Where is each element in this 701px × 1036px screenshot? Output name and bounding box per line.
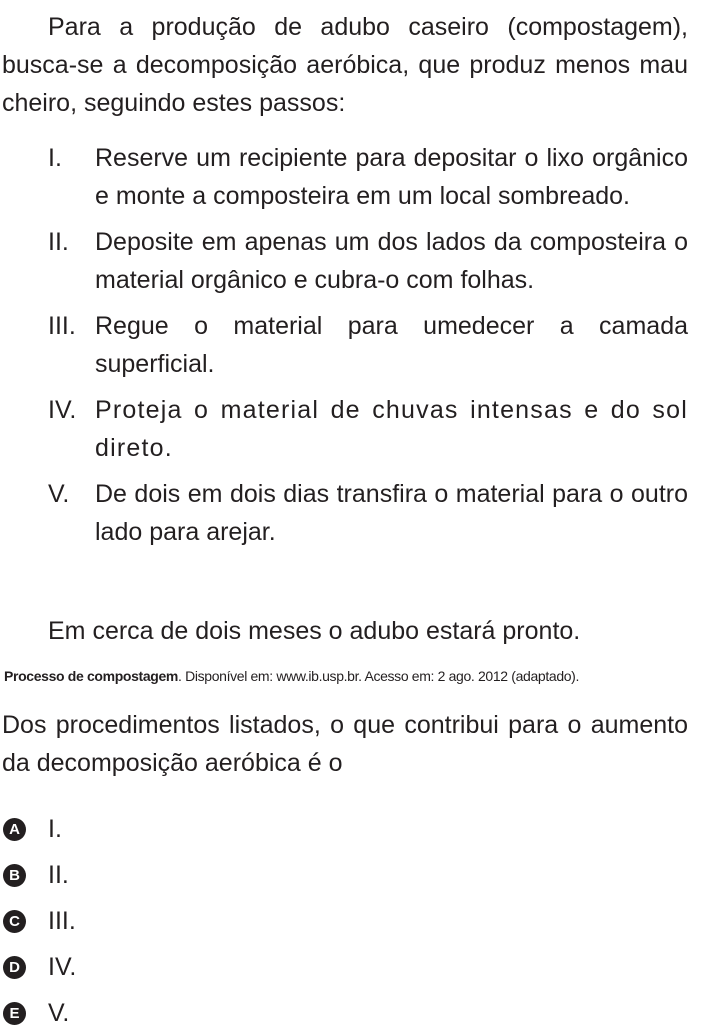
step-item [48, 475, 688, 551]
step-text: Proteja o material de chuvas intensas e do sol direto. [95, 396, 688, 462]
option-letter-badge: D [3, 956, 26, 979]
steps-list [48, 139, 688, 559]
step-text: Reserve um recipiente para depositar o lixo orgânico e monte a composteira em um local sombreado. [95, 144, 688, 210]
question-stem: Dos procedimentos listados, o que contribui para o aumento da decomposição aeróbica é o [2, 711, 688, 777]
step-number: II. [48, 228, 69, 256]
step-item [48, 391, 688, 467]
option-text: V. [48, 999, 70, 1027]
source-details: . Disponível em: www.ib.usp.br. Acesso em: 2 ago. 2012 (adaptado). [178, 668, 580, 684]
answer-options [3, 806, 76, 1036]
option-b[interactable] [3, 852, 76, 898]
option-a[interactable] [3, 806, 76, 852]
step-text: Deposite em apenas um dos lados da composteira o material orgânico e cubra-o com folhas. [95, 228, 688, 294]
option-text: II. [48, 861, 69, 889]
step-number: V. [48, 480, 70, 508]
option-c[interactable] [3, 898, 76, 944]
step-item [48, 223, 688, 299]
option-text: IV. [48, 953, 77, 981]
step-number: IV. [48, 396, 77, 424]
option-text: I. [48, 815, 62, 843]
option-letter-badge: C [3, 910, 26, 933]
option-letter-badge: E [3, 1002, 26, 1025]
source-citation [4, 666, 690, 686]
closing-sentence: Em cerca de dois meses o adubo estará pronto. [48, 617, 581, 645]
step-text: De dois em dois dias transfira o material para o outro lado para arejar. [95, 480, 688, 546]
step-number: III. [48, 312, 76, 340]
step-number: I. [48, 144, 62, 172]
step-item [48, 139, 688, 215]
step-item [48, 307, 688, 383]
option-text: III. [48, 907, 76, 935]
intro-paragraph: Para a produção de adubo caseiro (compostagem), busca-se a decomposição aeróbica, que produz menos mau cheiro, seguindo estes passos: [2, 13, 688, 117]
option-letter-badge: A [3, 818, 26, 841]
option-letter-badge: B [3, 864, 26, 887]
option-e[interactable] [3, 990, 76, 1036]
source-title: Processo de compostagem [4, 668, 179, 684]
step-text: Regue o material para umedecer a camada superficial. [95, 312, 688, 378]
option-d[interactable] [3, 944, 76, 990]
